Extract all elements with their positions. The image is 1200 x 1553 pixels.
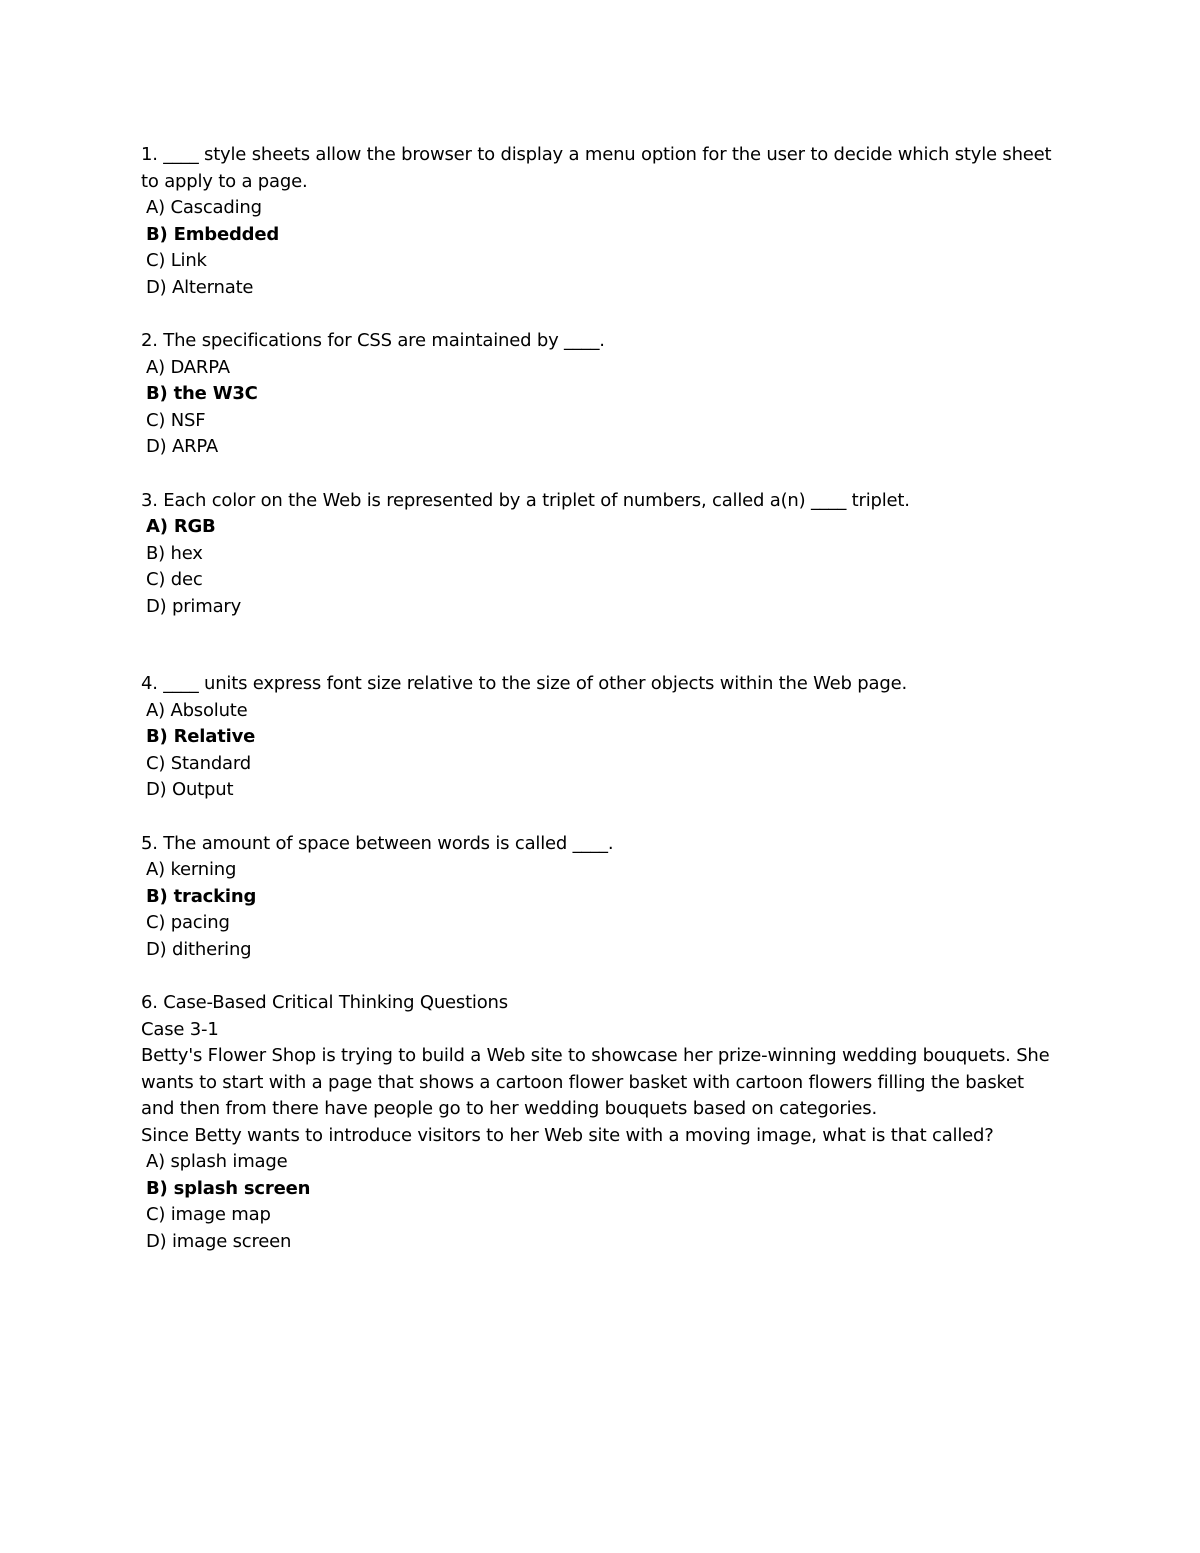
answer-option-b-correct: B) the W3C bbox=[146, 383, 258, 404]
question-5 bbox=[141, 831, 1061, 964]
answer-option-d: D) primary bbox=[146, 595, 242, 617]
question-stem: 5. The amount of space between words is called ____. bbox=[141, 832, 614, 854]
question-stem: 1. ____ style sheets allow the browser to display a menu option for the user to decide which style sheet to apply to a page. bbox=[141, 144, 1052, 192]
answer-option-a: A) Absolute bbox=[146, 699, 248, 721]
answer-option-c: C) Link bbox=[146, 250, 207, 271]
answer-option-d: D) image screen bbox=[146, 1230, 292, 1252]
question-stem: 3. Each color on the Web is represented by a triplet of numbers, called a(n) ____ triplet. bbox=[141, 489, 910, 511]
answer-option-a: A) splash image bbox=[146, 1151, 288, 1172]
spacer bbox=[141, 461, 1061, 488]
answer-option-d: D) ARPA bbox=[146, 436, 219, 457]
answer-option-a: A) kerning bbox=[146, 859, 237, 880]
answer-option-b: B) hex bbox=[146, 542, 203, 564]
spacer bbox=[141, 804, 1061, 831]
answer-option-b-correct: B) Relative bbox=[146, 726, 256, 747]
question-2 bbox=[141, 328, 1061, 461]
answer-option-a-correct: A) RGB bbox=[146, 516, 216, 537]
answer-option-b-correct: B) splash screen bbox=[146, 1177, 311, 1199]
section-heading: 6. Case-Based Critical Thinking Questions bbox=[141, 992, 508, 1013]
case-scenario: Betty's Flower Shop is trying to build a Web site to showcase her prize-winning wedding bouquets. She wants to start with a page that shows a cartoon flower basket with cartoon flowers filling the basket and then from there have people go to her wedding bouquets based on categories. bbox=[141, 1045, 1050, 1119]
spacer bbox=[141, 963, 1061, 990]
spacer bbox=[141, 301, 1061, 328]
answer-option-a: A) Cascading bbox=[146, 197, 262, 218]
answer-option-b-correct: B) Embedded bbox=[146, 223, 280, 245]
case-label: Case 3-1 bbox=[141, 1018, 219, 1040]
answer-option-d: D) dithering bbox=[146, 938, 252, 960]
answer-option-c: C) image map bbox=[146, 1204, 271, 1225]
question-stem: 2. The specifications for CSS are maintained by ____. bbox=[141, 330, 605, 351]
answer-option-a: A) DARPA bbox=[146, 356, 230, 378]
quiz-document bbox=[141, 142, 1061, 1255]
question-stem: Since Betty wants to introduce visitors to her Web site with a moving image, what is that called? bbox=[141, 1124, 994, 1146]
question-3 bbox=[141, 488, 1061, 621]
answer-option-c: C) pacing bbox=[146, 912, 230, 933]
spacer bbox=[141, 620, 1061, 671]
question-4 bbox=[141, 671, 1061, 804]
question-stem: 4. ____ units express font size relative to the size of other objects within the Web page. bbox=[141, 673, 907, 694]
answer-option-c: C) NSF bbox=[146, 409, 206, 431]
question-1 bbox=[141, 142, 1061, 301]
answer-option-c: C) dec bbox=[146, 569, 203, 590]
answer-option-d: D) Output bbox=[146, 779, 234, 800]
answer-option-c: C) Standard bbox=[146, 752, 252, 774]
answer-option-b-correct: B) tracking bbox=[146, 885, 257, 907]
answer-option-d: D) Alternate bbox=[146, 276, 254, 298]
question-6 bbox=[141, 990, 1061, 1255]
